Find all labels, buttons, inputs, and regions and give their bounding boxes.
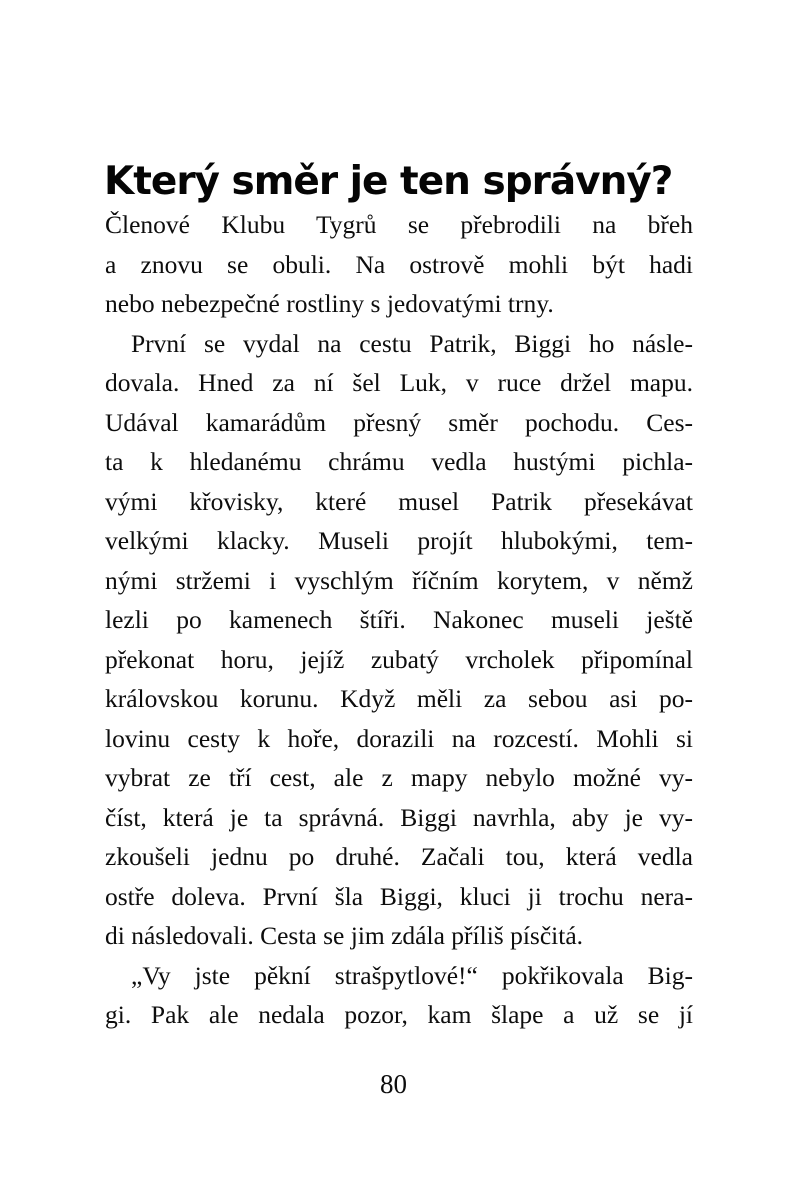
text-line: gi. Pak ale nedala pozor, kam šlape a už se jí	[105, 1000, 693, 1029]
body-text	[105, 205, 693, 1035]
text-line: lovinu cesty k hoře, dorazili na rozcestí. Mohli si	[105, 723, 693, 753]
text-line: Udával kamarádům přesný směr pochodu. Ces-	[105, 407, 693, 437]
chapter-title: Který směr je ten správný?	[104, 159, 673, 205]
text-line: číst, která je ta správná. Biggi navrhla, aby je vy-	[105, 802, 693, 832]
text-line: zkoušeli jednu po druhé. Začali tou, která vedla	[105, 842, 693, 871]
text-line: dovala. Hned za ní šel Luk, v ruce držel mapu.	[105, 368, 693, 397]
text-line: a znovu se obuli. Na ostrově mohli být hadi	[105, 249, 693, 279]
text-line: ostře doleva. První šla Biggi, kluci ji trochu nera-	[105, 881, 693, 911]
text-line: Členové Klubu Tygrů se přebrodili na břeh	[105, 210, 693, 239]
text-line: nebo nebezpečné rostliny s jedovatými trny.	[105, 289, 554, 318]
text-line: ta k hledanému chrámu vedla hustými pichla-	[105, 447, 693, 476]
text-line: královskou korunu. Když měli za sebou asi po-	[105, 684, 693, 713]
text-line: nými stržemi i vyschlým říčním korytem, v němž	[105, 565, 693, 595]
text-line: překonat horu, jejíž zubatý vrcholek připomínal	[105, 644, 693, 674]
text-line: První se vydal na cestu Patrik, Biggi ho násle-	[131, 328, 693, 358]
text-line: „Vy jste pěkní strašpytlové!“ pokřikovala Big-	[131, 960, 693, 990]
text-line: lezli po kamenech štíři. Nakonec museli ještě	[105, 605, 693, 634]
page-number: 80	[380, 1069, 407, 1099]
text-line: di následovali. Cesta se jim zdála příliš písčitá.	[105, 921, 584, 950]
text-line: vými křovisky, které musel Patrik přesekávat	[105, 486, 693, 516]
text-line: velkými klacky. Museli projít hlubokými, tem-	[105, 526, 693, 555]
text-line: vybrat ze tří cest, ale z mapy nebylo možné vy-	[105, 763, 693, 792]
